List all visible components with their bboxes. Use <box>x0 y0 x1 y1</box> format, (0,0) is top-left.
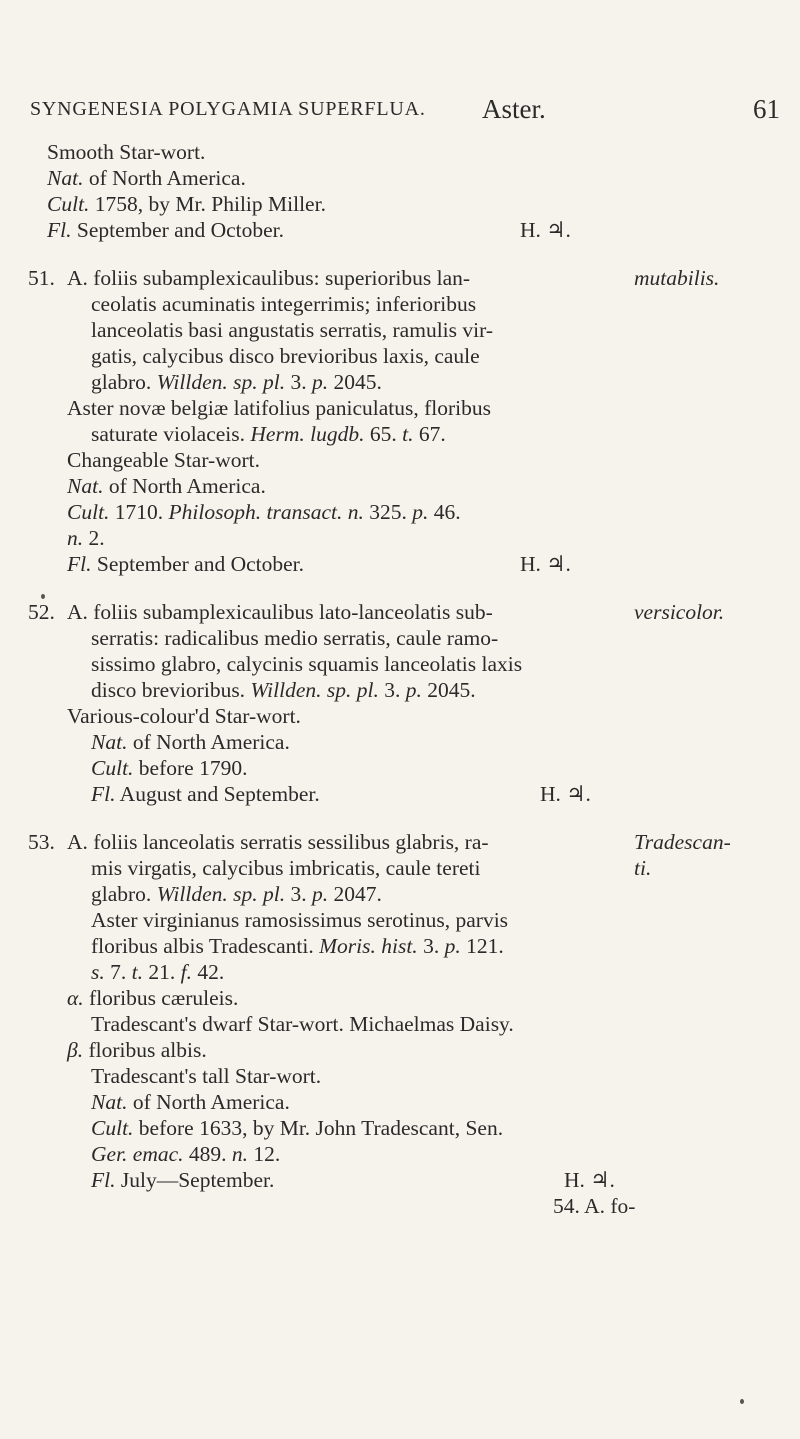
header-genus: Aster. <box>482 94 546 124</box>
variety-beta: β. floribus albis. <box>67 1038 207 1062</box>
diagnosis-line: sissimo glabro, calycinis squamis lanceolatis laxis <box>91 652 523 676</box>
species-epithet: versicolor. <box>634 600 725 624</box>
common-name: Tradescant's dwarf Star-wort. Michaelmas Daisy. <box>91 1012 514 1036</box>
print-speck <box>740 1399 744 1404</box>
diagnosis-line: lanceolatis basi angustatis serratis, ramulis vir- <box>91 318 493 342</box>
habit-mark: H. ♃. <box>564 1168 615 1192</box>
common-name: Tradescant's tall Star-wort. <box>91 1064 322 1088</box>
cultivation-line: Cult. 1758, by Mr. Philip Miller. <box>47 192 326 216</box>
reference-line: glabro. Willden. sp. pl. 3. p. 2047. <box>91 882 382 906</box>
native-line: Nat. of North America. <box>47 166 246 190</box>
variety-alpha: α. floribus cæruleis. <box>67 986 239 1010</box>
catchword: 54. A. fo- <box>553 1194 636 1218</box>
reference-line: glabro. Willden. sp. pl. 3. p. 2045. <box>91 370 382 394</box>
native-line: Nat. of North America. <box>67 474 266 498</box>
native-line: Nat. of North America. <box>91 730 290 754</box>
reference-line: n. 2. <box>67 526 105 550</box>
diagnosis-line: serratis: radicalibus medio serratis, caule ramo- <box>91 626 499 650</box>
native-line: Nat. of North America. <box>91 1090 290 1114</box>
common-name: Various-colour'd Star-wort. <box>67 704 301 728</box>
reference-line: Ger. emac. 489. n. 12. <box>91 1142 281 1166</box>
entry-number: 51. <box>28 266 55 290</box>
entry-number: 52. <box>28 600 55 624</box>
running-header <box>30 96 780 130</box>
species-epithet: mutabilis. <box>634 266 720 290</box>
habit-mark: H. ♃. <box>540 782 591 806</box>
diagnosis-line: A. foliis subamplexicaulibus: superioribus lan- <box>67 266 471 290</box>
header-class-title: SYNGENESIA POLYGAMIA SUPERFLUA. <box>30 98 426 120</box>
page-number: 61 <box>753 94 780 124</box>
common-name: Changeable Star-wort. <box>67 448 261 472</box>
synonym-line: saturate violaceis. Herm. lugdb. 65. t. 67. <box>91 422 446 446</box>
cultivation-line: Cult. 1710. Philosoph. transact. n. 325. p. 46. <box>67 500 461 524</box>
habit-mark: H. ♃. <box>520 218 571 242</box>
cultivation-line: Cult. before 1633, by Mr. John Tradescant, Sen. <box>91 1116 504 1140</box>
flowering-line: Fl. July—September. <box>91 1168 275 1192</box>
common-name: Smooth Star-wort. <box>47 140 206 164</box>
synonym-line: floribus albis Tradescanti. Moris. hist. 3. p. 121. <box>91 934 504 958</box>
print-speck <box>41 594 45 599</box>
entry-number: 53. <box>28 830 55 854</box>
synonym-line: Aster novæ belgiæ latifolius paniculatus, floribus <box>67 396 491 420</box>
reference-line: disco brevioribus. Willden. sp. pl. 3. p. 2045. <box>91 678 476 702</box>
reference-line: s. 7. t. 21. f. 42. <box>91 960 225 984</box>
diagnosis-line: mis virgatis, calycibus imbricatis, caule tereti <box>91 856 481 880</box>
diagnosis-line: A. foliis subamplexicaulibus lato-lanceolatis sub- <box>67 600 493 624</box>
flowering-line: Fl. September and October. <box>67 552 305 576</box>
diagnosis-line: gatis, calycibus disco brevioribus laxis, caule <box>91 344 480 368</box>
diagnosis-line: A. foliis lanceolatis serratis sessilibus glabris, ra- <box>67 830 489 854</box>
cultivation-line: Cult. before 1790. <box>91 756 248 780</box>
diagnosis-line: ceolatis acuminatis integerrimis; inferioribus <box>91 292 477 316</box>
flowering-line: Fl. August and September. <box>91 782 320 806</box>
habit-mark: H. ♃. <box>520 552 571 576</box>
synonym-line: Aster virginianus ramosissimus serotinus, parvis <box>91 908 509 932</box>
species-epithet-cont: ti. <box>634 856 652 880</box>
species-epithet: Tradescan- <box>634 830 731 854</box>
flowering-line: Fl. September and October. <box>47 218 285 242</box>
